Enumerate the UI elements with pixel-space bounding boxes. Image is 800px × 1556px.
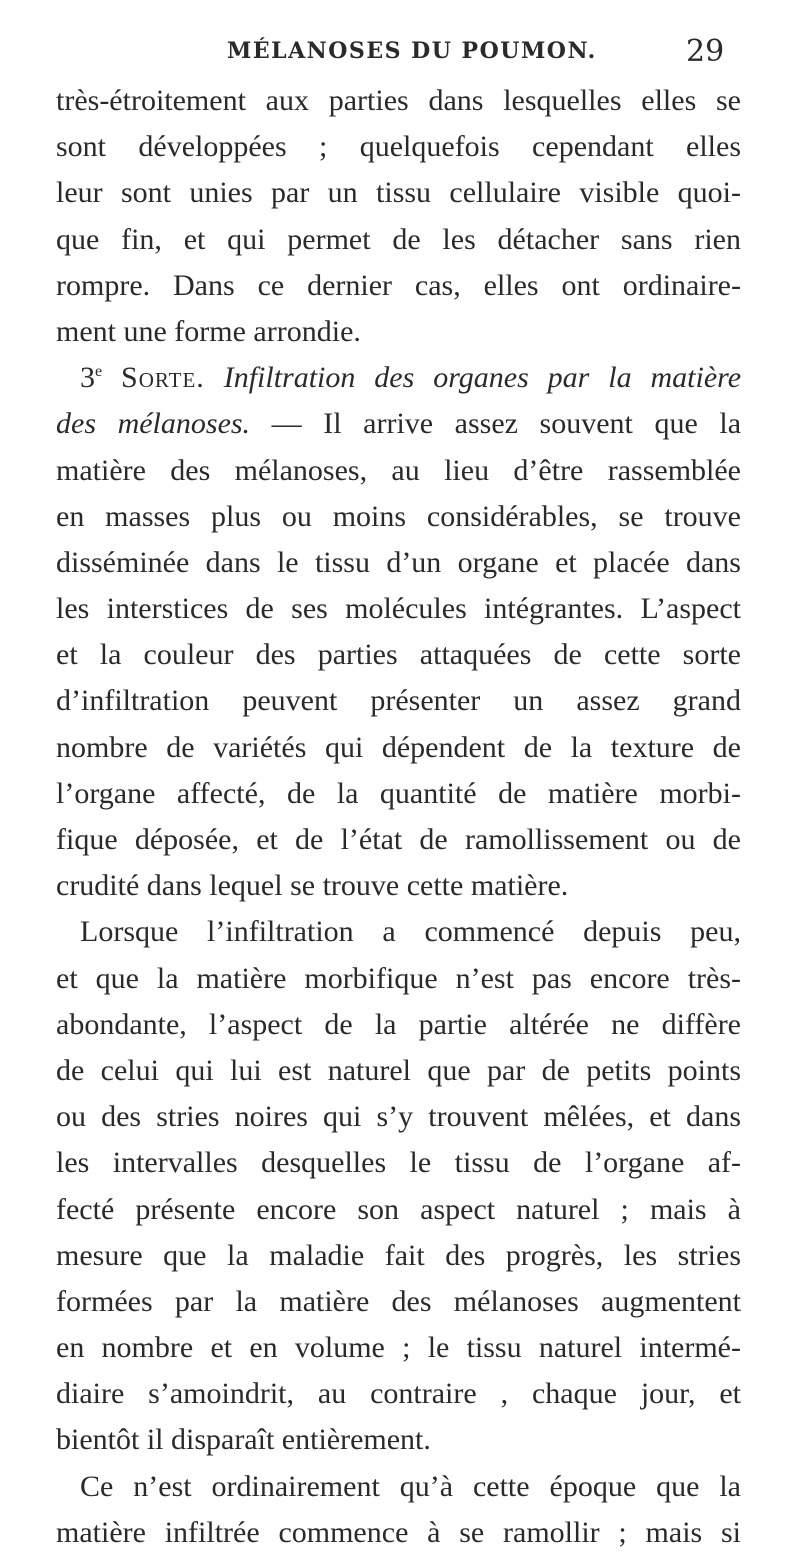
ordinal-suffix: e [95,363,103,381]
text-line: les interstices de ses molécules intégrantes. L’aspect [56,592,741,626]
running-title: MÉLANOSES DU POUMON. [227,38,597,64]
text-line: diaire s’amoindrit, au contraire , chaque jour, et [56,1377,741,1411]
text-line: mesure que la maladie fait des progrès, les stries [56,1238,741,1272]
text-line: ment une forme arrondie. [56,314,361,348]
text-line: bientôt il disparaît entièrement. [56,1423,431,1457]
text-line: que fin, et qui permet de les détacher sans rien [56,222,741,256]
text-line: rompre. Dans ce dernier cas, elles ont ordinaire- [56,268,741,302]
text-line: disséminée dans le tissu d’un organe et placée dans [56,545,741,579]
text-line: crudité dans lequel se trouve cette matière. [56,869,569,903]
text-line: matière infiltrée commence à se ramollir ; mais si [56,1515,741,1549]
text-line: fique déposée, et de l’état de ramollissement ou de [56,823,741,856]
text-line: Lorsque l’infiltration a commencé depuis peu, [80,915,741,949]
text-line: sont développées ; quelquefois cependant elles [56,130,741,164]
text-line [56,401,741,447]
section-title-continued: des mélanoses. [56,407,251,441]
section-number: 3 [80,361,95,395]
text-line: l’organe affecté, de la quantité de matière morbi- [56,776,741,810]
section-title: Infiltration des organes par la matière [223,361,742,395]
text-line: les intervalles desquelles le tissu de l’organe af- [56,1146,741,1180]
text-line: abondante, l’aspect de la partie altérée ne diffère [56,1007,741,1041]
text-line: d’infiltration peuvent présenter un assez grand [56,684,741,718]
page-number: 29 [686,34,725,69]
section-label: Sorte. [121,361,205,395]
text-line: en masses plus ou moins considérables, se trouve [56,499,741,533]
text-line: matière des mélanoses, au lieu d’être rassemblée [56,453,741,487]
text-line: fecté présente encore son aspect naturel ; mais à [56,1192,741,1226]
running-head [0,34,800,70]
body-text [56,78,741,1556]
text-run: — Il arrive assez souvent que la [271,407,742,441]
text-line: Ce n’est ordinairement qu’à cette époque que la [80,1469,741,1503]
text-line: en nombre et en volume ; le tissu naturel intermé- [56,1331,741,1365]
text-line: ou des stries noires qui s’y trouvent mêlées, et dans [56,1100,741,1134]
section-heading-line [56,355,741,401]
text-line: formées par la matière des mélanoses augmentent [56,1284,741,1318]
text-line: nombre de variétés qui dépendent de la texture de [56,730,741,764]
text-line: leur sont unies par un tissu cellulaire visible quoi- [56,176,741,210]
text-line: très-étroitement aux parties dans lesquelles elles se [56,84,741,117]
text-line: de celui qui lui est naturel que par de petits points [56,1053,741,1087]
text-line: et la couleur des parties attaquées de cette sorte [56,638,741,672]
text-line: et que la matière morbifique n’est pas encore très- [56,961,741,995]
